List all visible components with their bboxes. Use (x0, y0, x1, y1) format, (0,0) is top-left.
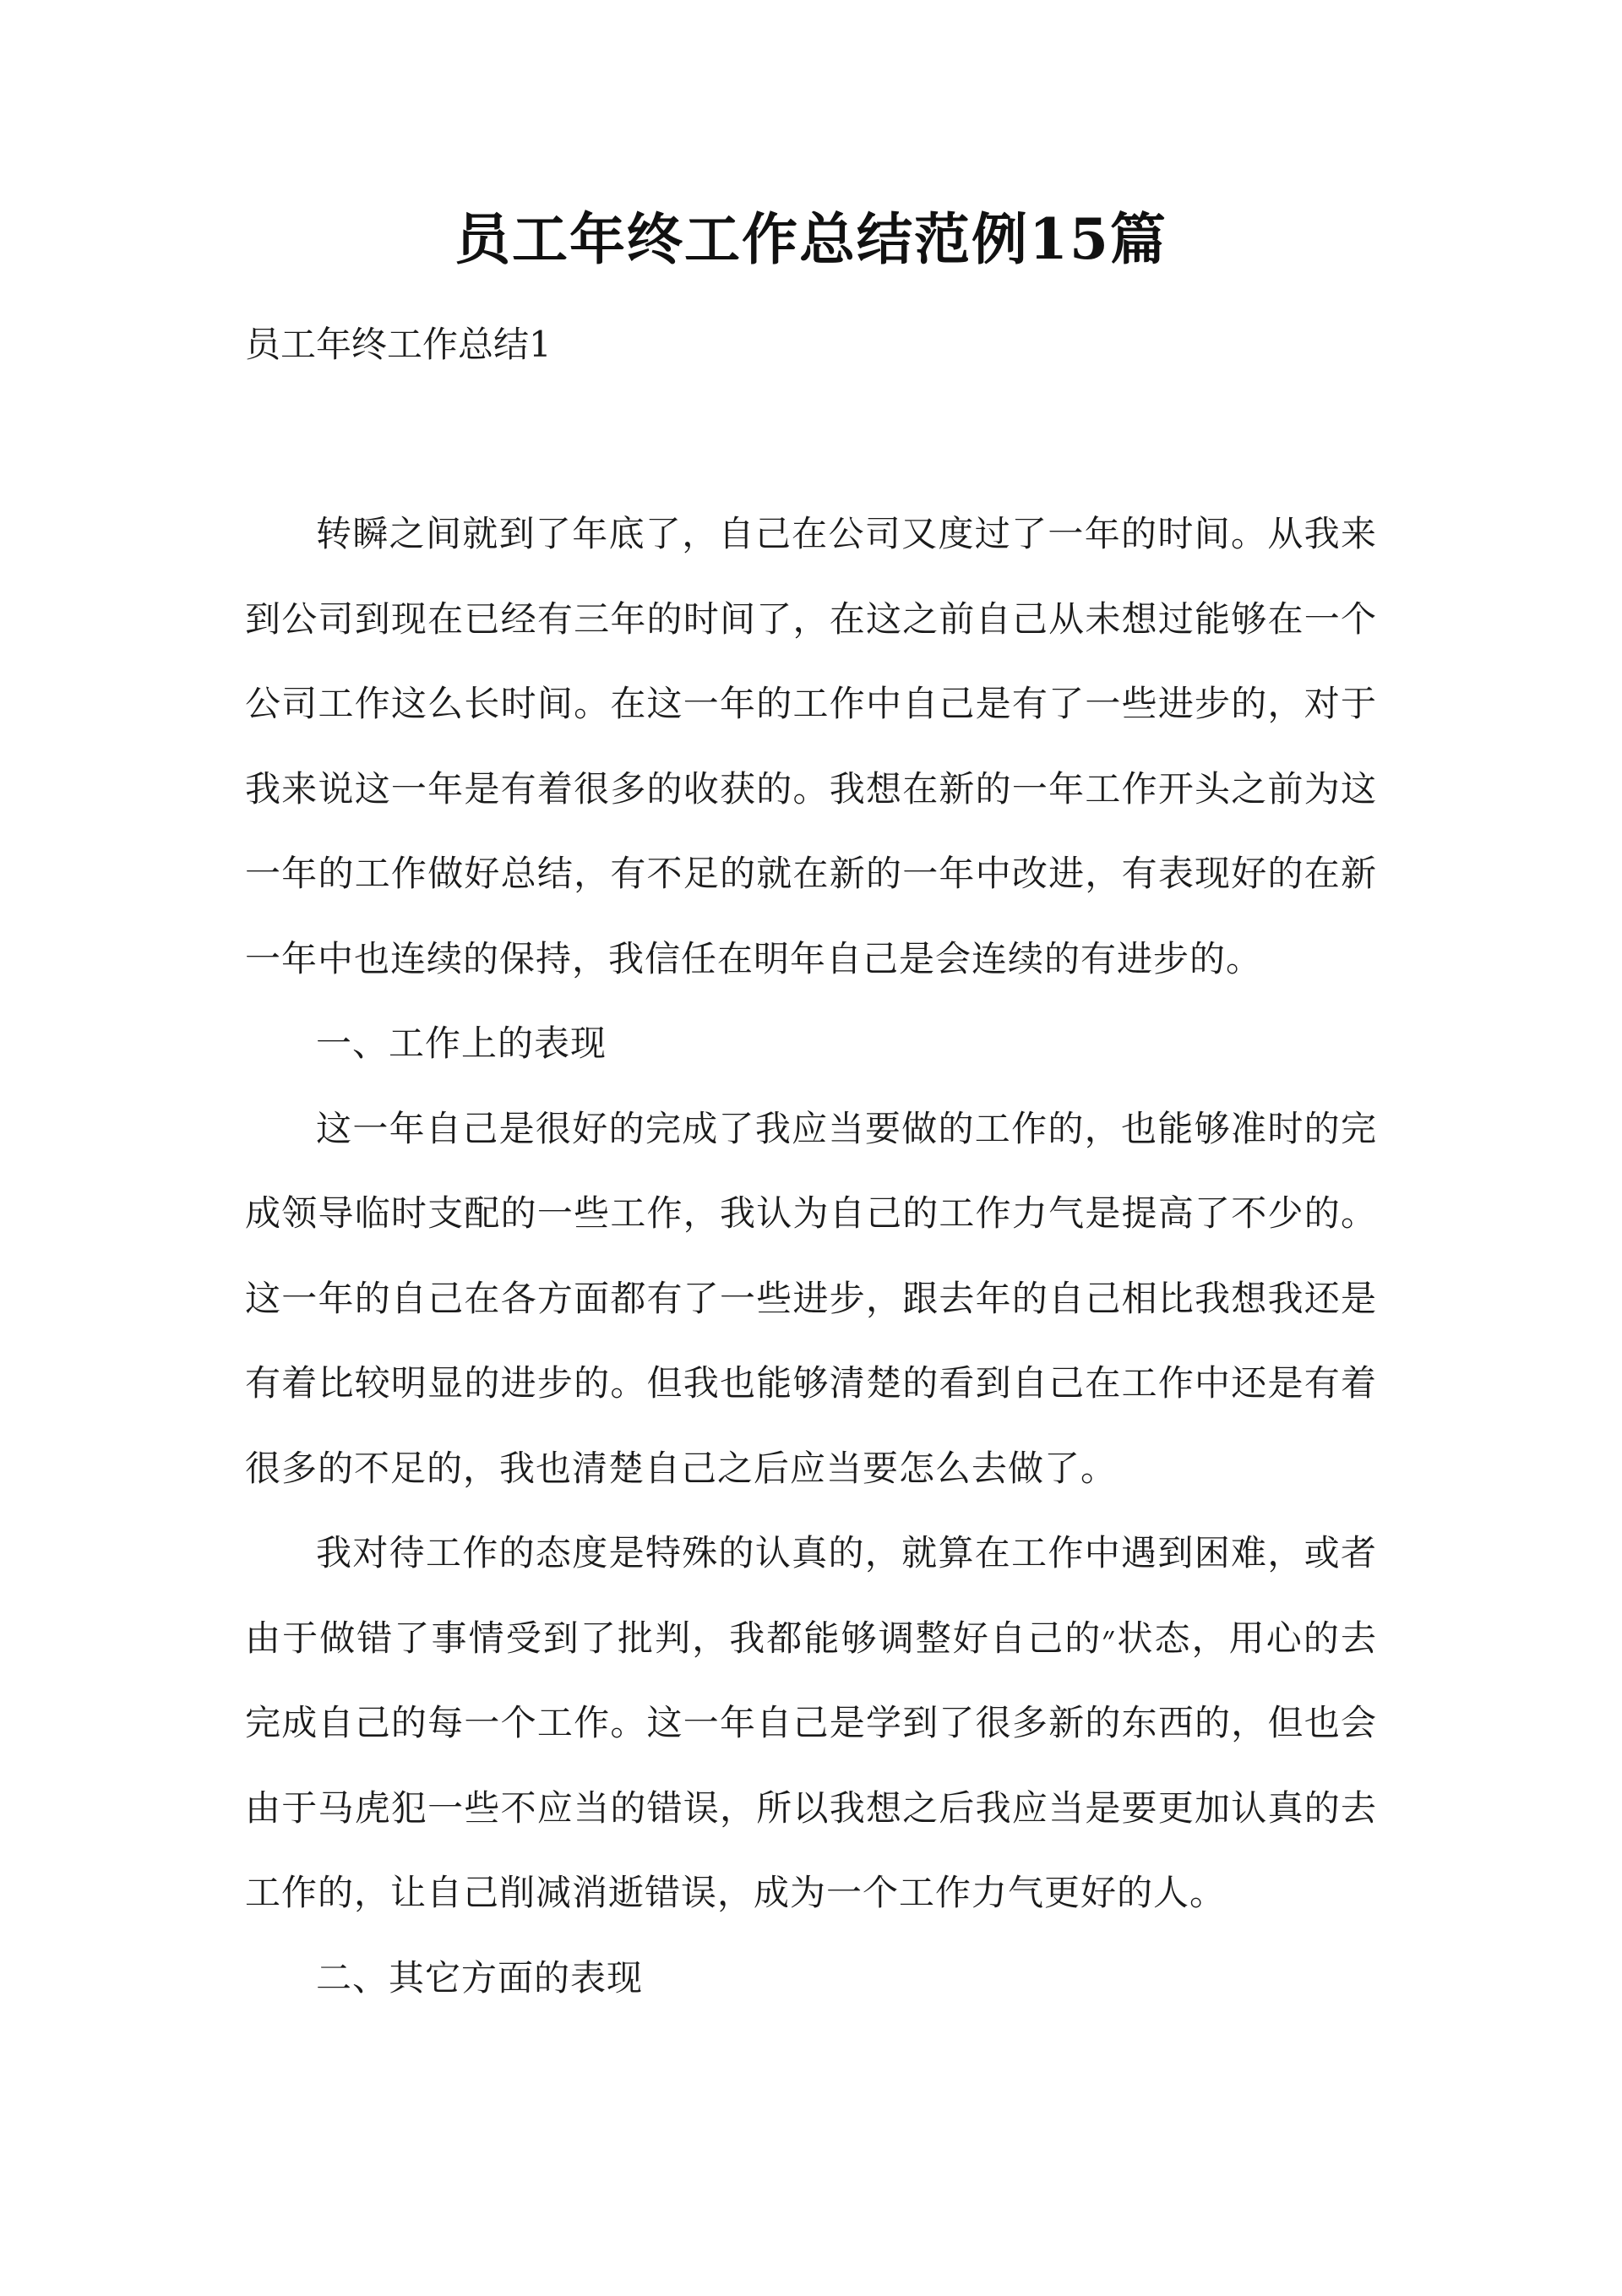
paragraph-work-attitude: 我对待工作的态度是特殊的认真的，就算在工作中遇到困难，或者由于做错了事情受到了批判，我都能够调整好自己的״状态，用心的去完成自己的每一个工作。这一年自己是学到了很多新的东西的，但也会由于马虎犯一些不应当的错误，所以我想之后我应当是要更加认真的去工作的，让自己削减消逝错误，成为一个工作力气更好的人。 (245, 1532, 1377, 1913)
paragraph-intro: 转瞬之间就到了年底了，自己在公司又度过了一年的时间。从我来到公司到现在已经有三年的时间了，在这之前自己从未想过能够在一个公司工作这么长时间。在这一年的工作中自己是有了一些进步的，对于我来说这一年是有着很多的收获的。我想在新的一年工作开头之前为这一年的工作做好总结，有不足的就在新的一年中改进，有表现好的在新一年中也连续的保持，我信任在明年自己是会连续的有进步的。 (245, 513, 1377, 979)
section-heading: 员工年终工作总结1 (245, 324, 552, 365)
subheading-work-performance: 一、工作上的表现 (316, 1023, 607, 1064)
document-title: 员工年终工作总结范例15篇 (454, 206, 1168, 272)
document-body (245, 492, 1377, 2021)
paragraph-work-completion: 这一年自己是很好的完成了我应当要做的工作的，也能够准时的完成领导临时支配的一些工作，我认为自己的工作力气是提高了不少的。这一年的自己在各方面都有了一些进步，跟去年的自己相比我想我还是有着比较明显的进步的。但我也能够清楚的看到自己在工作中还是有着很多的不足的，我也清楚自己之后应当要怎么去做了。 (245, 1107, 1377, 1489)
subheading-other-performance: 二、其它方面的表现 (316, 1956, 644, 1999)
